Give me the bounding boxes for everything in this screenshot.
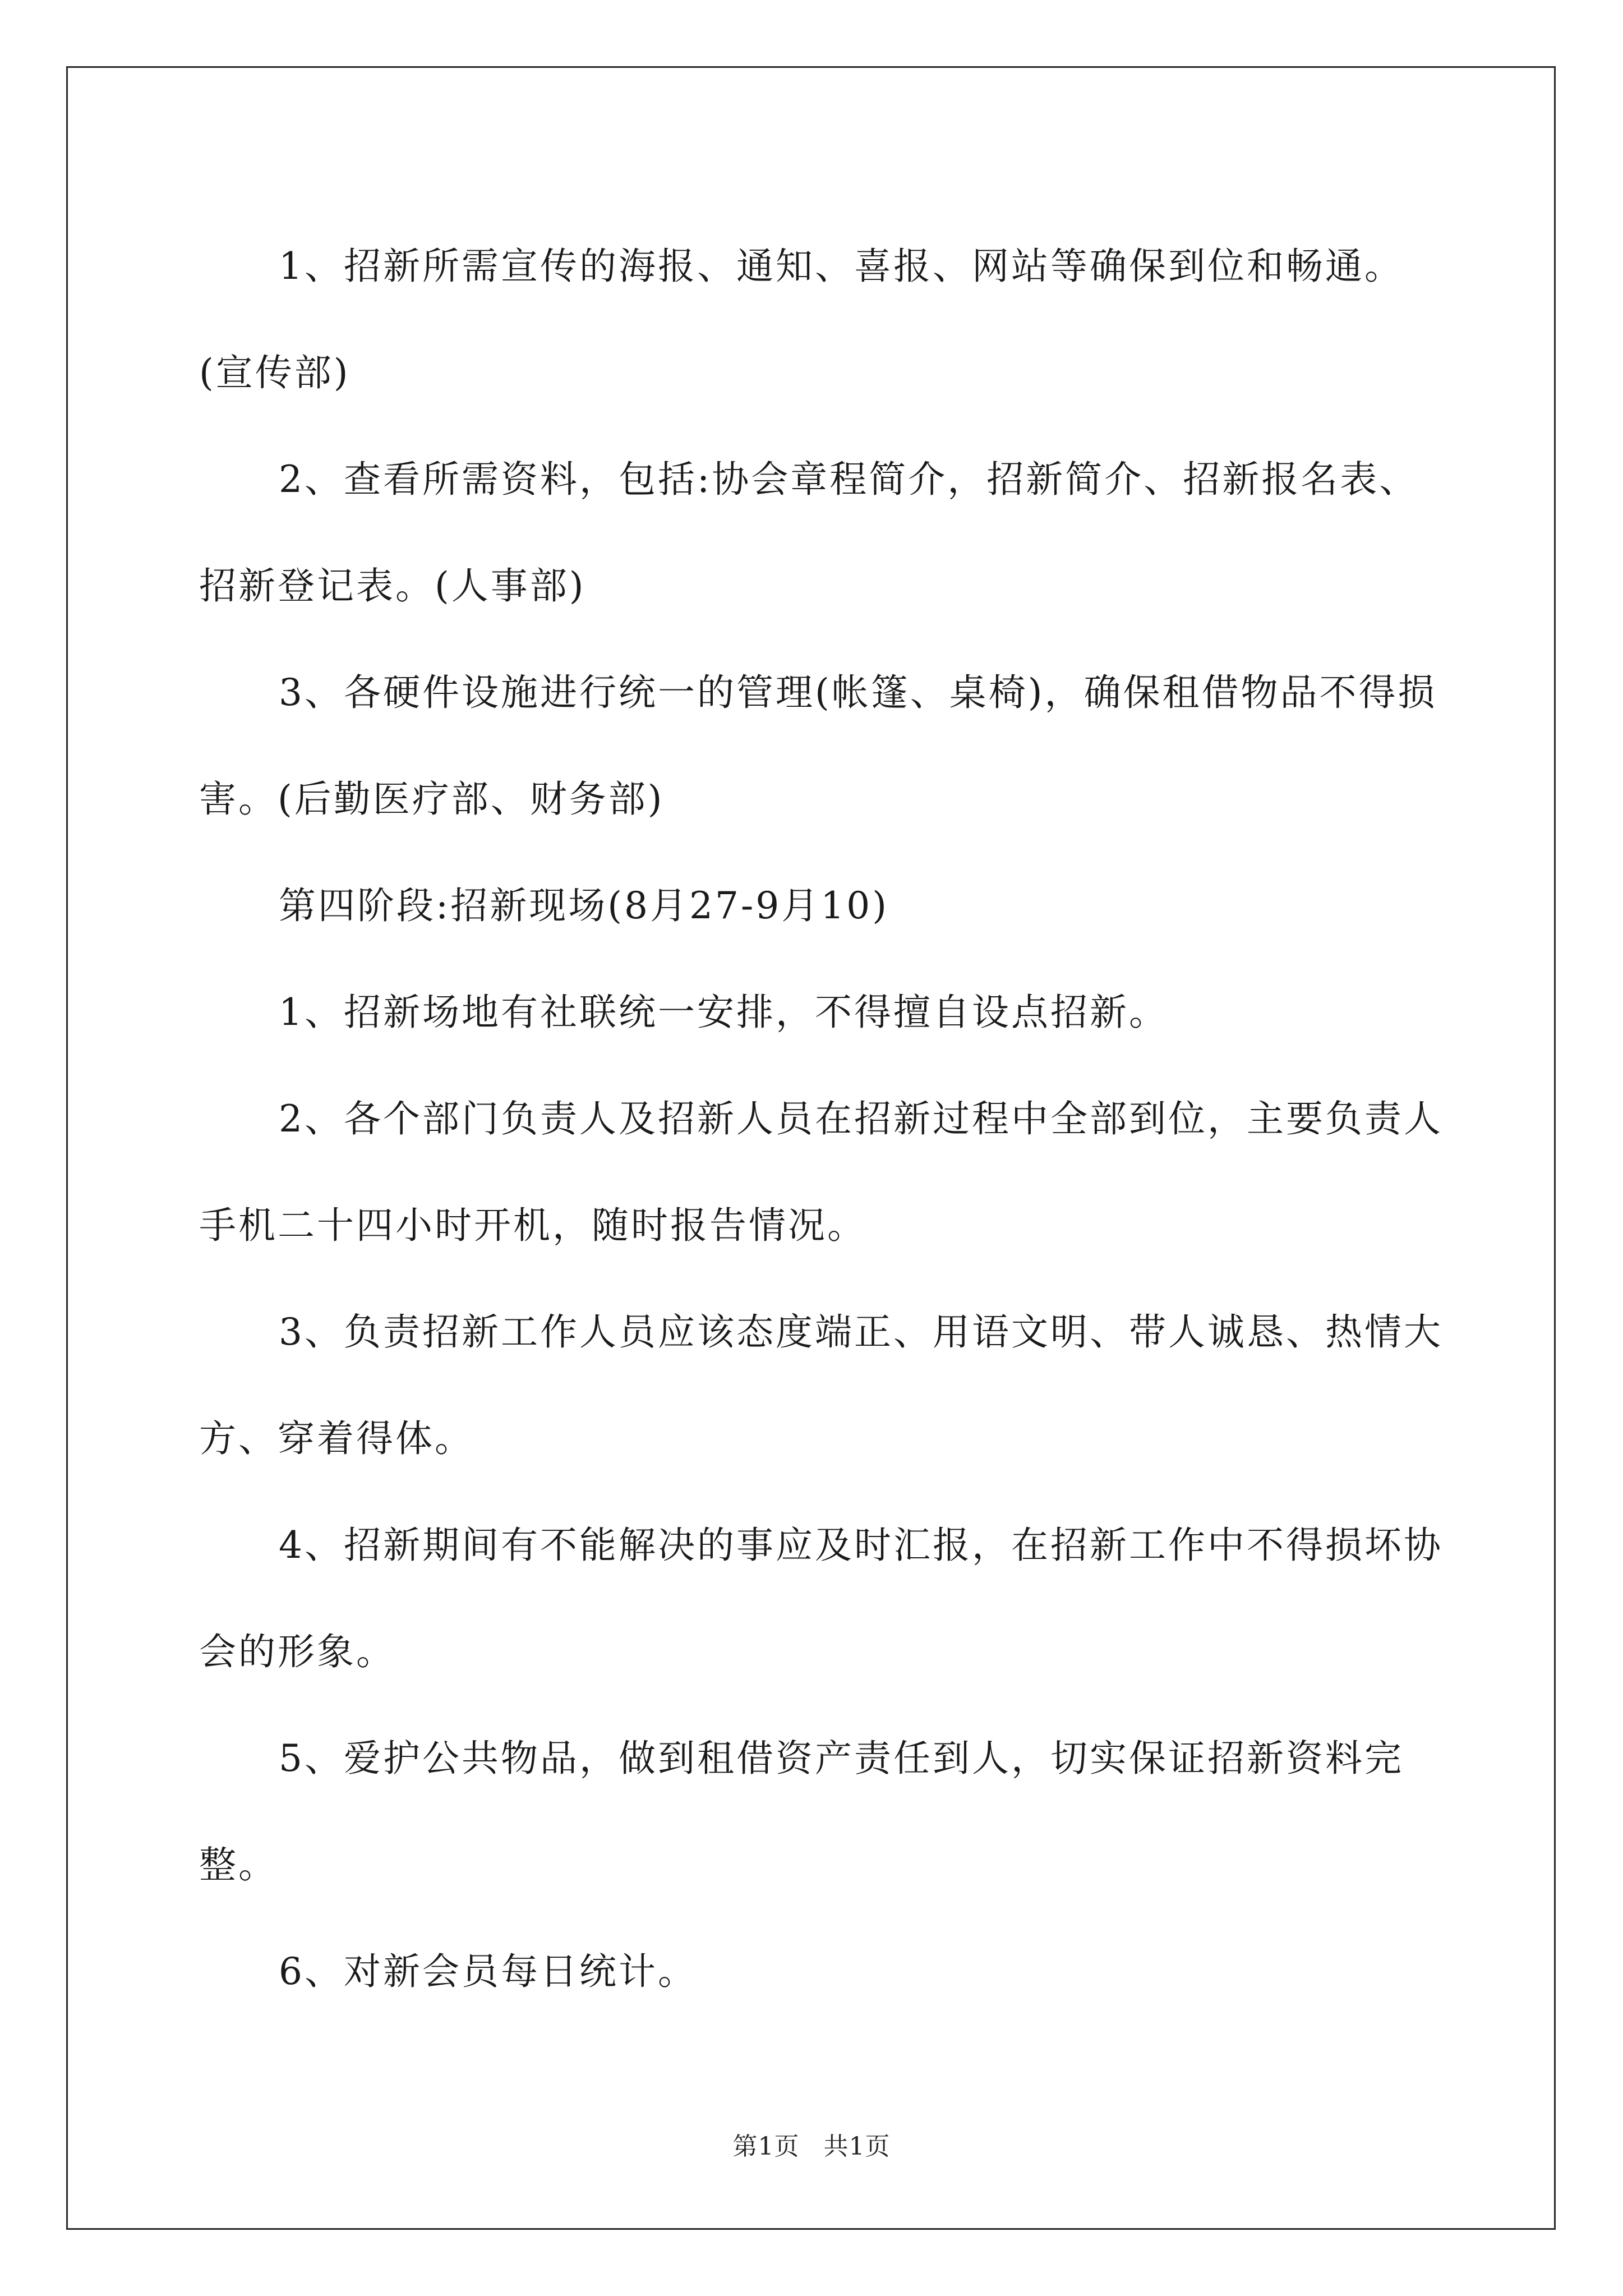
paragraph-1: 1、招新所需宣传的海报、通知、喜报、网站等确保到位和畅通。(宣传部) [199,245,1404,394]
paragraph-5: 2、各个部门负责人及招新人员在招新过程中全部到位，主要负责人手机二十四小时开机，随时报告情况。 [199,1097,1443,1247]
paragraph-3: 3、各硬件设施进行统一的管理(帐篷、桌椅)，确保租借物品不得损害。(后勤医疗部、财务部) [199,671,1437,821]
section-heading-stage-4: 第四阶段:招新现场(8月27-9月10) [279,884,889,927]
paragraph-8: 5、爱护公共物品，做到租借资产责任到人，切实保证招新资料完整。 [199,1737,1404,1887]
paragraph-2: 2、查看所需资料，包括:协会章程简介，招新简介、招新报名表、招新登记表。(人事部) [199,458,1419,608]
paragraph-4: 1、招新场地有社联统一安排，不得擅自设点招新。 [279,991,1168,1034]
document-body [199,213,1450,2025]
page-number-current: 第1页 [732,2132,800,2161]
paragraph-6: 3、负责招新工作人员应该态度端正、用语文明、带人诚恳、热情大方、穿着得体。 [199,1310,1443,1460]
page-footer [0,2126,1623,2162]
paragraph-7: 4、招新期间有不能解决的事应及时汇报，在招新工作中不得损坏协会的形象。 [199,1524,1443,1673]
paragraph-9: 6、对新会员每日统计。 [279,1950,697,1993]
page-number-total: 共1页 [823,2132,891,2161]
